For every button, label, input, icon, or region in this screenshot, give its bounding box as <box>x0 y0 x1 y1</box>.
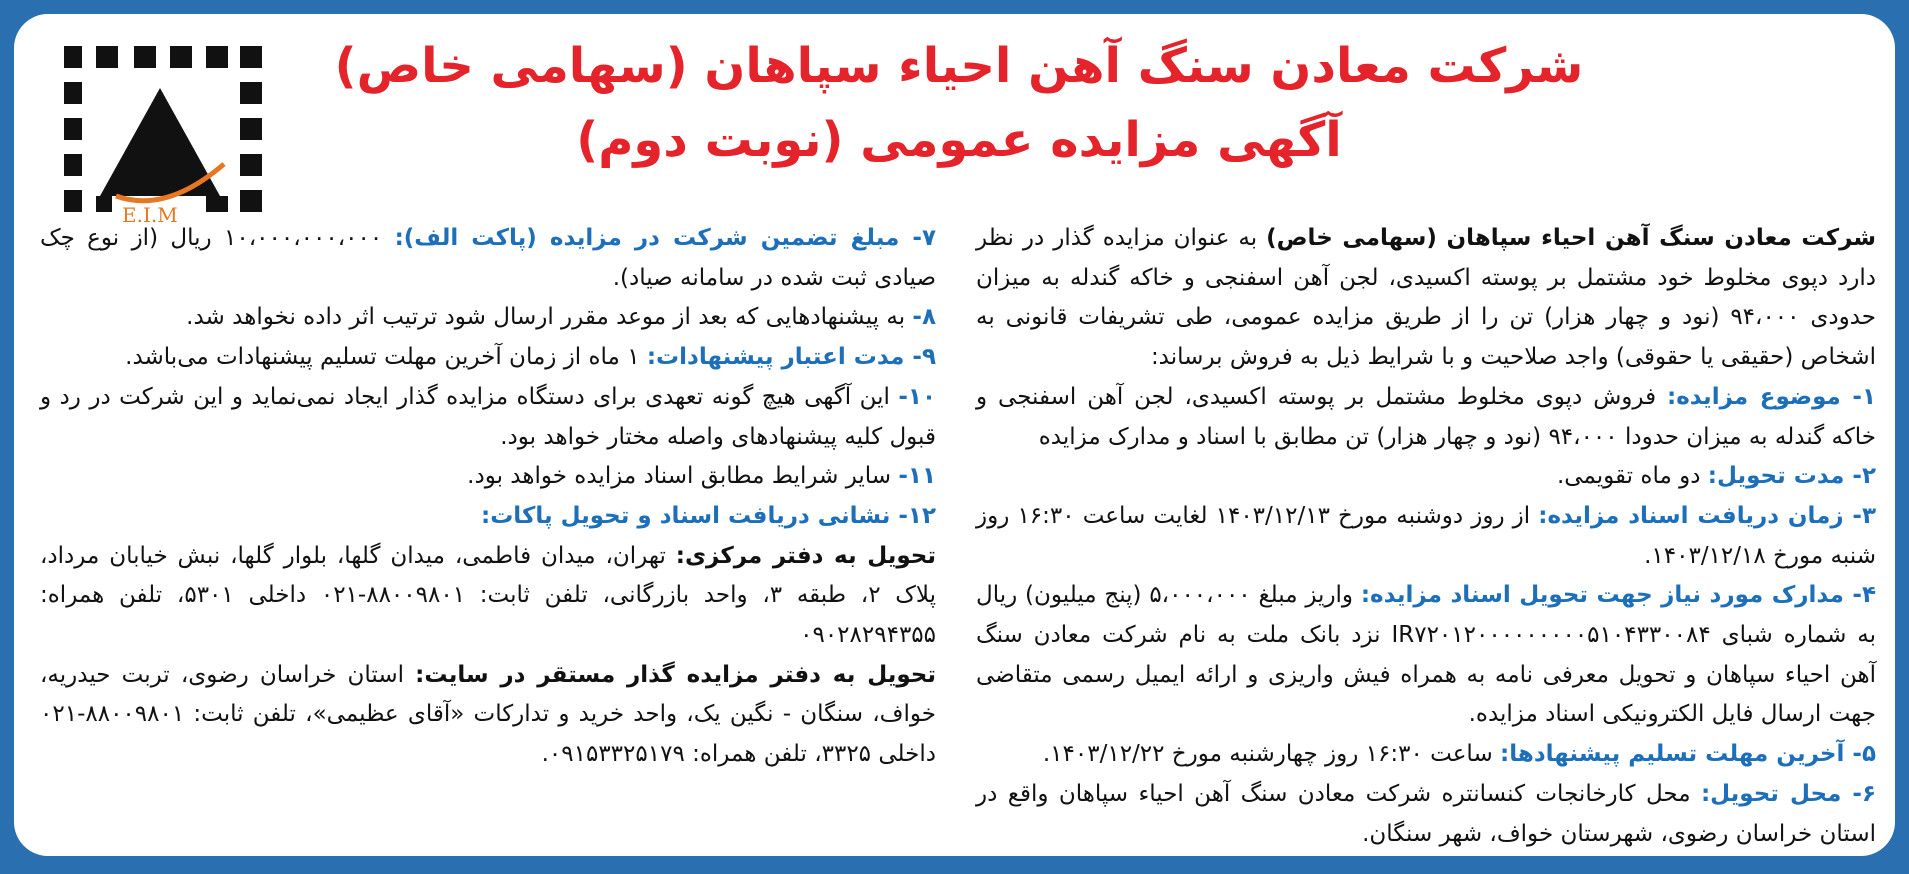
list-item <box>976 735 1876 775</box>
right-column <box>976 219 1876 854</box>
item-label: ۲- مدت تحویل: <box>1707 463 1876 490</box>
item-text: ۱ ماه از زمان آخرین مهلت تسلیم پیشنهادات می‌باشد. <box>125 344 647 371</box>
item-text: دو ماه تقویمی. <box>1556 463 1708 490</box>
item-label: ۵- آخرین مهلت تسلیم پیشنهادها: <box>1500 741 1876 768</box>
logo-text: E.I.M <box>122 203 178 227</box>
item-text: به پیشنهادهایی که بعد از موعد مقرر ارسال شود ترتیب اثر داده نخواهد شد. <box>186 304 913 331</box>
item-text: واریز مبلغ ۵،۰۰۰،۰۰۰ (پنج میلیون) ریال به شماره شبای IR۷۲۰۱۲۰۰۰۰۰۰۰۰۰۵۱۰۴۳۳۰۰۸۴ نزد بانک ملت به نام شرکت معادن سنگ آهن احیاء سپاهان و تحویل معرفی نامه به همراه فیش واریزی و ارائه ایمیل رسمی متقاضی جهت ارسال فایل الکترونیکی اسناد مزایده. <box>976 582 1877 728</box>
list-item <box>40 457 936 497</box>
item-text: از روز دوشنبه مورخ ۱۴۰۳/۱۲/۱۳ لغایت ساعت ۱۶:۳۰ روز شنبه مورخ ۱۴۰۳/۱۲/۱۸. <box>976 502 1876 569</box>
item-label: ۱۲- نشانی دریافت اسناد و تحویل پاکات: <box>481 502 936 529</box>
list-item <box>976 775 1876 854</box>
site-office-address <box>40 656 936 775</box>
item-label: ۱۱- <box>898 463 936 490</box>
intro-company: شرکت معادن سنگ آهن احیاء سپاهان (سهامی خاص) <box>1266 225 1876 251</box>
item-text: این آگهی هیچ گونه تعهدی برای دستگاه مزایده گذار ایجاد نمی‌نماید و این شرکت در رد و قبول کلیه پیشنهادهای واصله مختار خواهد بود. <box>40 383 936 450</box>
company-logo <box>56 46 266 228</box>
list-item <box>40 298 936 338</box>
item-label: ۹- مدت اعتبار پیشنهادات: <box>646 344 936 371</box>
site-office-label: تحویل به دفتر مزایده گذار مستقر در سایت: <box>415 661 936 688</box>
item-label: ۸- <box>912 304 936 331</box>
list-item <box>976 576 1876 735</box>
list-item <box>40 497 936 537</box>
central-office-text: تهران، میدان فاطمی، میدان گلها، بلوار گلها، نبش خیابان مرداد، پلاک ۲، طبقه ۳، واحد بازرگانی، تلفن ثابت: ۸۸۰۰۹۸۰۱-۰۲۱ داخلی ۵۳۰۱، تلفن همراه: ۰۹۰۲۸۲۹۴۳۵۵ <box>40 542 936 649</box>
item-text: ۱۰،۰۰۰،۰۰۰،۰۰۰ ریال (از نوع چک صیادی ثبت شده در سامانه صیاد). <box>40 225 936 291</box>
list-item <box>976 497 1876 576</box>
site-office-text: استان خراسان رضوی، تربت حیدریه، خواف، سنگان - نگین یک، واحد خرید و تدارکات «آقای عظیمی»، تلفن ثابت: ۸۸۰۰۹۸۰۱-۰۲۱ داخلی ۳۳۲۵، تلفن همراه: ۰۹۱۵۳۳۲۵۱۷۹. <box>40 661 936 768</box>
ad-titles <box>314 34 1604 172</box>
list-item <box>40 338 936 378</box>
intro-text: به عنوان مزایده گذار در نظر دارد دپوی مخلوط خود مشتمل بر پوسته اکسیدی، لجن آهن اسفنجی و خاکه گندله به میزان حدودی ۹۴،۰۰۰ (نود و چهار هزار) تن را از طریق مزایده عمومی، طی تشریفات قانونی به اشخاص (حقیقی یا حقوقی) واجد صلاحیت و با شرایط ذیل به فروش برساند: <box>976 225 1877 371</box>
item-text: محل کارخانجات کنسانتره شرکت معادن سنگ آهن احیاء سپاهان واقع در استان خراسان رضوی، شهرستان خواف، شهر سنگان. <box>976 780 1876 847</box>
list-item <box>976 378 1876 457</box>
item-label: ۱۰- <box>898 383 936 410</box>
item-label: ۳- زمان دریافت اسناد مزایده: <box>1538 502 1876 529</box>
central-office-address <box>40 537 936 656</box>
list-item <box>40 378 936 457</box>
item-label: ۴- مدارک مورد نیاز جهت تحویل اسناد مزایده: <box>1360 582 1876 609</box>
item-text: ساعت ۱۶:۳۰ روز چهارشنبه مورخ ۱۴۰۳/۱۲/۲۲. <box>1042 741 1501 768</box>
item-text: فروش دپوی مخلوط مشتمل بر پوسته اکسیدی، لجن آهن اسفنجی و خاکه گندله به میزان حدودا ۹۴،۰۰۰ (نود و چهار هزار) تن مطابق با اسناد و مدارک مزایده <box>976 383 1876 450</box>
ad-paper <box>14 14 1895 856</box>
intro-paragraph <box>976 219 1876 378</box>
page-subtitle: آگهی مزایده عمومی (نوبت دوم) <box>576 112 1342 168</box>
item-text: سایر شرایط مطابق اسناد مزایده خواهد بود. <box>467 463 899 490</box>
list-item <box>40 219 936 298</box>
item-label: ۱- موضوع مزایده: <box>1667 383 1876 410</box>
central-office-label: تحویل به دفتر مرکزی: <box>675 542 936 569</box>
item-label: ۶- محل تحویل: <box>1700 780 1877 807</box>
left-column <box>40 219 936 775</box>
page-title: شرکت معادن سنگ آهن احیاء سپاهان (سهامی خاص) <box>334 38 1584 94</box>
item-label: ۷- مبلغ تضمین شرکت در مزایده (پاکت الف): <box>394 225 936 251</box>
list-item <box>976 457 1876 497</box>
